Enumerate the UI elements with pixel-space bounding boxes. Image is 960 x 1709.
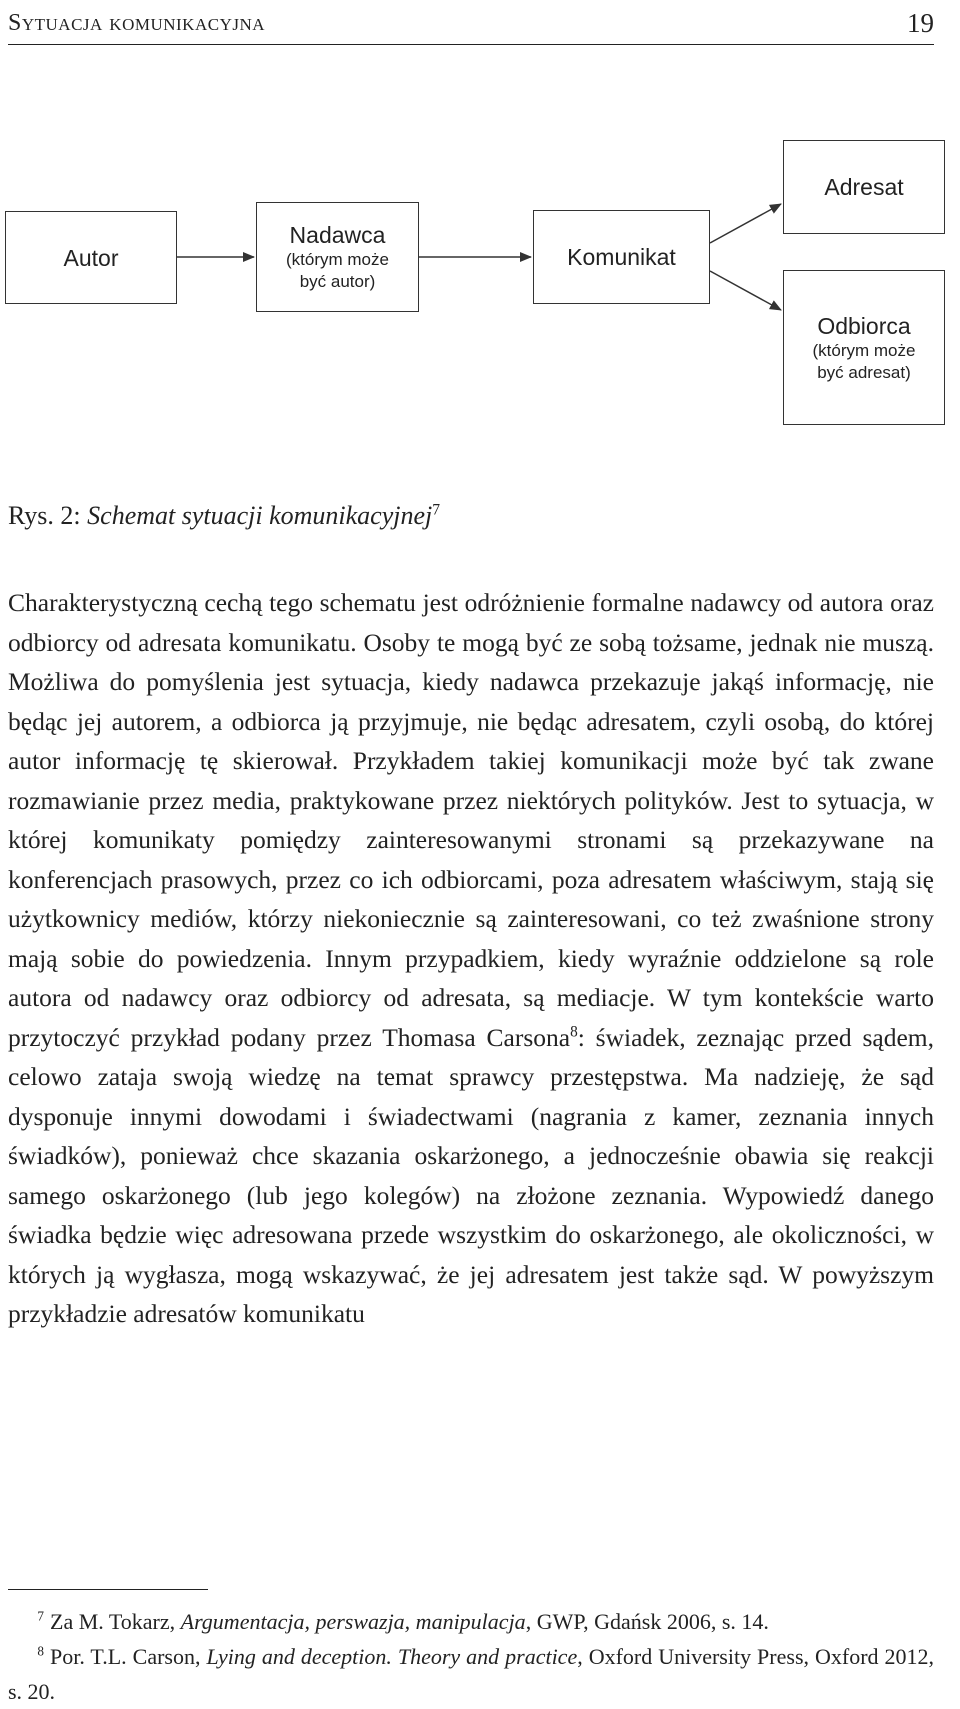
page-header: [8, 4, 934, 45]
box-odbiorca-label: Odbiorca: [817, 312, 911, 339]
arrow-komunikat-adresat: [710, 204, 781, 243]
box-adresat: [783, 140, 945, 234]
caption-title: Schemat sytuacji komunikacyjnej: [87, 501, 433, 530]
box-komunikat-label: Komunikat: [567, 244, 676, 270]
footnote-7: [8, 1604, 934, 1639]
footnote-8: [8, 1639, 934, 1709]
footnote-8-number: 8: [37, 1643, 44, 1659]
box-nadawca: [256, 202, 419, 312]
footnote-ref-8[interactable]: 8: [570, 1023, 578, 1040]
footnotes: [8, 1604, 934, 1709]
box-nadawca-sub2: być autor): [299, 272, 376, 291]
footnote-7-text-before: Za M. Tokarz,: [50, 1609, 181, 1634]
paragraph: [8, 583, 934, 1334]
footnote-7-text-after: , GWP, Gdańsk 2006, s. 14.: [525, 1609, 769, 1634]
communication-diagram: [0, 140, 960, 460]
body-paragraph: [8, 583, 934, 1334]
box-nadawca-label: Nadawca: [289, 222, 386, 248]
footnote-8-text-before: Por. T.L. Carson,: [50, 1644, 207, 1669]
figure-caption: [8, 499, 440, 533]
arrow-komunikat-odbiorca: [710, 271, 781, 310]
box-odbiorca-sub1: (którym może: [812, 340, 916, 360]
box-nadawca-sub1: (którym może: [286, 250, 389, 269]
box-komunikat: [533, 210, 710, 304]
footnote-7-title: Argumentacja, perswazja, manipulacja: [180, 1609, 526, 1634]
caption-prefix: Rys. 2:: [8, 501, 88, 530]
page-number: 19: [907, 8, 934, 38]
running-title: Sytuacja komunikacyjna: [8, 10, 266, 36]
box-autor: [5, 211, 177, 304]
box-autor-label: Autor: [63, 244, 119, 271]
box-adresat-label: Adresat: [824, 174, 904, 200]
paragraph-text-2: : świadek, zeznając przed sądem, celowo zataja swoją wiedzę na temat sprawcy przestępstwa. Ma nadzieję, że sąd dysponuje innymi dowodami i świadectwami (nagrania z kamer, zeznania innych świadków), ponieważ chce skazania oskarżonego, a jednocześnie obawia się reakcji samego oskarżonego (lub jego kolegów) na złożone zeznania. Wypowiedź danego świadka będzie więc adresowana przede wszystkim do oskarżonego, ale okoliczności, w których ją wygłasza, mogą wskazywać, że jej adresatem jest także sąd. W powyższym przykładzie adresatów komunikatu: [8, 1022, 934, 1328]
box-odbiorca-sub2: być adresat): [817, 362, 911, 382]
footnote-8-title: Lying and deception. Theory and practice: [206, 1644, 578, 1669]
caption-footnote-ref[interactable]: 7: [432, 501, 441, 519]
footnote-8-text-after: , Oxford University Press, Oxford 2012, s. 20.: [8, 1644, 934, 1704]
paragraph-text-1: Charakterystyczną cechą tego schematu jest odróżnienie formalne nadawcy od autora oraz odbiorcy od adresata komunikatu. Osoby te mogą być ze sobą tożsame, jednak nie muszą. Możliwa do pomyślenia jest sytuacja, kiedy nadawca przekazuje jakąś informację, nie będąc jej autorem, a odbiorca ją przyjmuje, nie będąc adresatem, czyli osobą, do której autor informację tę skierował. Przykładem takiej komunikacji może być tak zwane rozmawianie przez media, praktykowane przez niektórych polityków. Jest to sytuacja, w której komunikaty pomiędzy zainteresowanymi stronami są przekazywane na konferencjach prasowych, przez co ich odbiorcami, poza adresatem właściwym, stają się użytkownicy mediów, którzy niekoniecznie są zainteresowani, co też zwaśnione strony mają sobie do powiedzenia. Innym przypadkiem, kiedy wyraźnie oddzielone są role autora od nadawcy oraz odbiorcy od adresata, są mediacje. W tym kontekście warto przytoczyć przykład podany przez Thomasa Carsona: [8, 588, 934, 1052]
box-odbiorca: [783, 270, 945, 425]
footnote-divider: [8, 1589, 208, 1590]
footnote-7-number: 7: [37, 1608, 44, 1624]
